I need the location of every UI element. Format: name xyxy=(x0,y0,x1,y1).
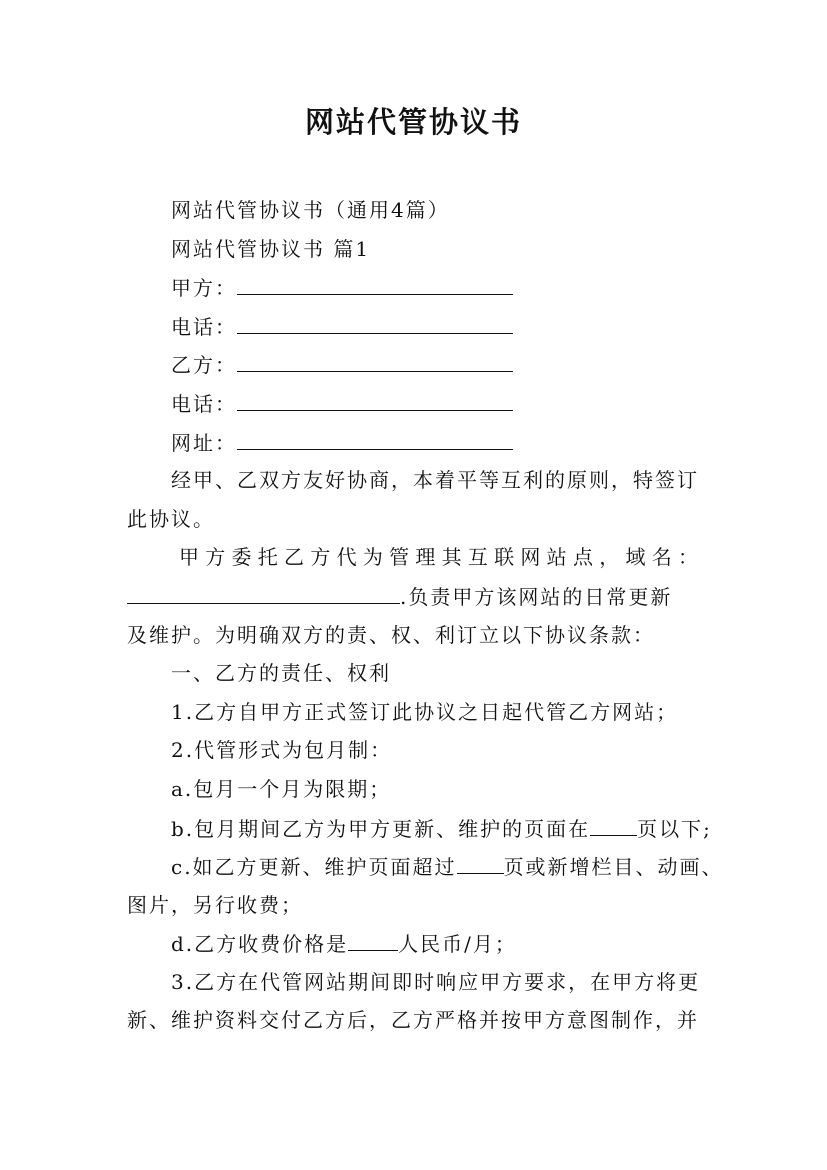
blank-line xyxy=(237,345,513,372)
document-body xyxy=(127,191,724,1040)
part-heading: 网站代管协议书 篇1 xyxy=(171,236,371,261)
field-label: 电话： xyxy=(171,391,237,416)
clause-3-line-1: 3.乙方在代管网站期间即时响应甲方要求，在甲方将更 xyxy=(171,969,701,994)
field-label: 网址： xyxy=(171,430,237,455)
field-party-a xyxy=(127,268,700,307)
section-1-heading: 一、乙方的责任、权利 xyxy=(171,661,391,686)
pages-blank-line xyxy=(457,847,504,874)
clause-2d-text: d.乙方收费价格是 xyxy=(171,932,349,957)
clause-2c xyxy=(127,847,724,886)
clause-2c-line-2: 图片，另行收费； xyxy=(127,892,303,917)
para-intro-line-2: 此协议。 xyxy=(127,506,215,531)
clause-1: 1.乙方自甲方正式签订此协议之日起代管乙方网站； xyxy=(171,699,679,724)
document-title: 网站代管协议书 xyxy=(304,105,522,139)
field-label: 电话： xyxy=(171,314,237,339)
clause-2a: a.包月一个月为限期； xyxy=(171,776,392,801)
clause-2: 2.代管形式为包月制： xyxy=(171,738,393,763)
clause-2b-text: b.包月期间乙方为甲方更新、维护的页面在 xyxy=(171,816,591,841)
field-label: 乙方： xyxy=(171,353,237,378)
document-subtitle: 网站代管协议书（通用4篇） xyxy=(171,198,450,222)
price-blank-line xyxy=(348,924,398,951)
blank-line xyxy=(237,384,513,411)
field-phone-a xyxy=(127,307,700,346)
blank-line xyxy=(237,307,513,334)
clause-2d-text-end: 人民币/月； xyxy=(398,932,517,957)
field-label: 甲方： xyxy=(171,276,237,301)
clause-2c-text: c.如乙方更新、维护页面超过 xyxy=(171,855,457,880)
blank-line xyxy=(237,423,513,450)
clause-2b xyxy=(127,809,712,848)
field-phone-b xyxy=(127,384,700,423)
pages-blank-line xyxy=(590,809,637,836)
clause-3-line-2: 新、维护资料交付乙方后，乙方严格并按甲方意图制作，并 xyxy=(127,1008,699,1033)
para-entrust-line-3: 及维护。为明确双方的责、权、利订立以下协议条款： xyxy=(127,622,655,647)
field-party-b xyxy=(127,345,700,384)
para-intro-line-1: 经甲、乙双方友好协商，本着平等互利的原则，特签订 xyxy=(171,468,699,493)
clause-2b-text-end: 页以下; xyxy=(637,816,712,841)
clause-2c-text-end: 页或新增栏目、动画、 xyxy=(503,855,724,880)
field-website xyxy=(127,423,700,462)
clause-2d xyxy=(127,924,700,963)
para-entrust-line-2 xyxy=(127,577,700,616)
blank-line xyxy=(237,268,513,295)
para-entrust-line-1: 甲方委托乙方代为管理其互联网站点，域名： xyxy=(179,545,700,570)
para-entrust-line-2-text: .负责甲方该网站的日常更新 xyxy=(400,584,673,609)
domain-blank-line xyxy=(127,577,400,604)
